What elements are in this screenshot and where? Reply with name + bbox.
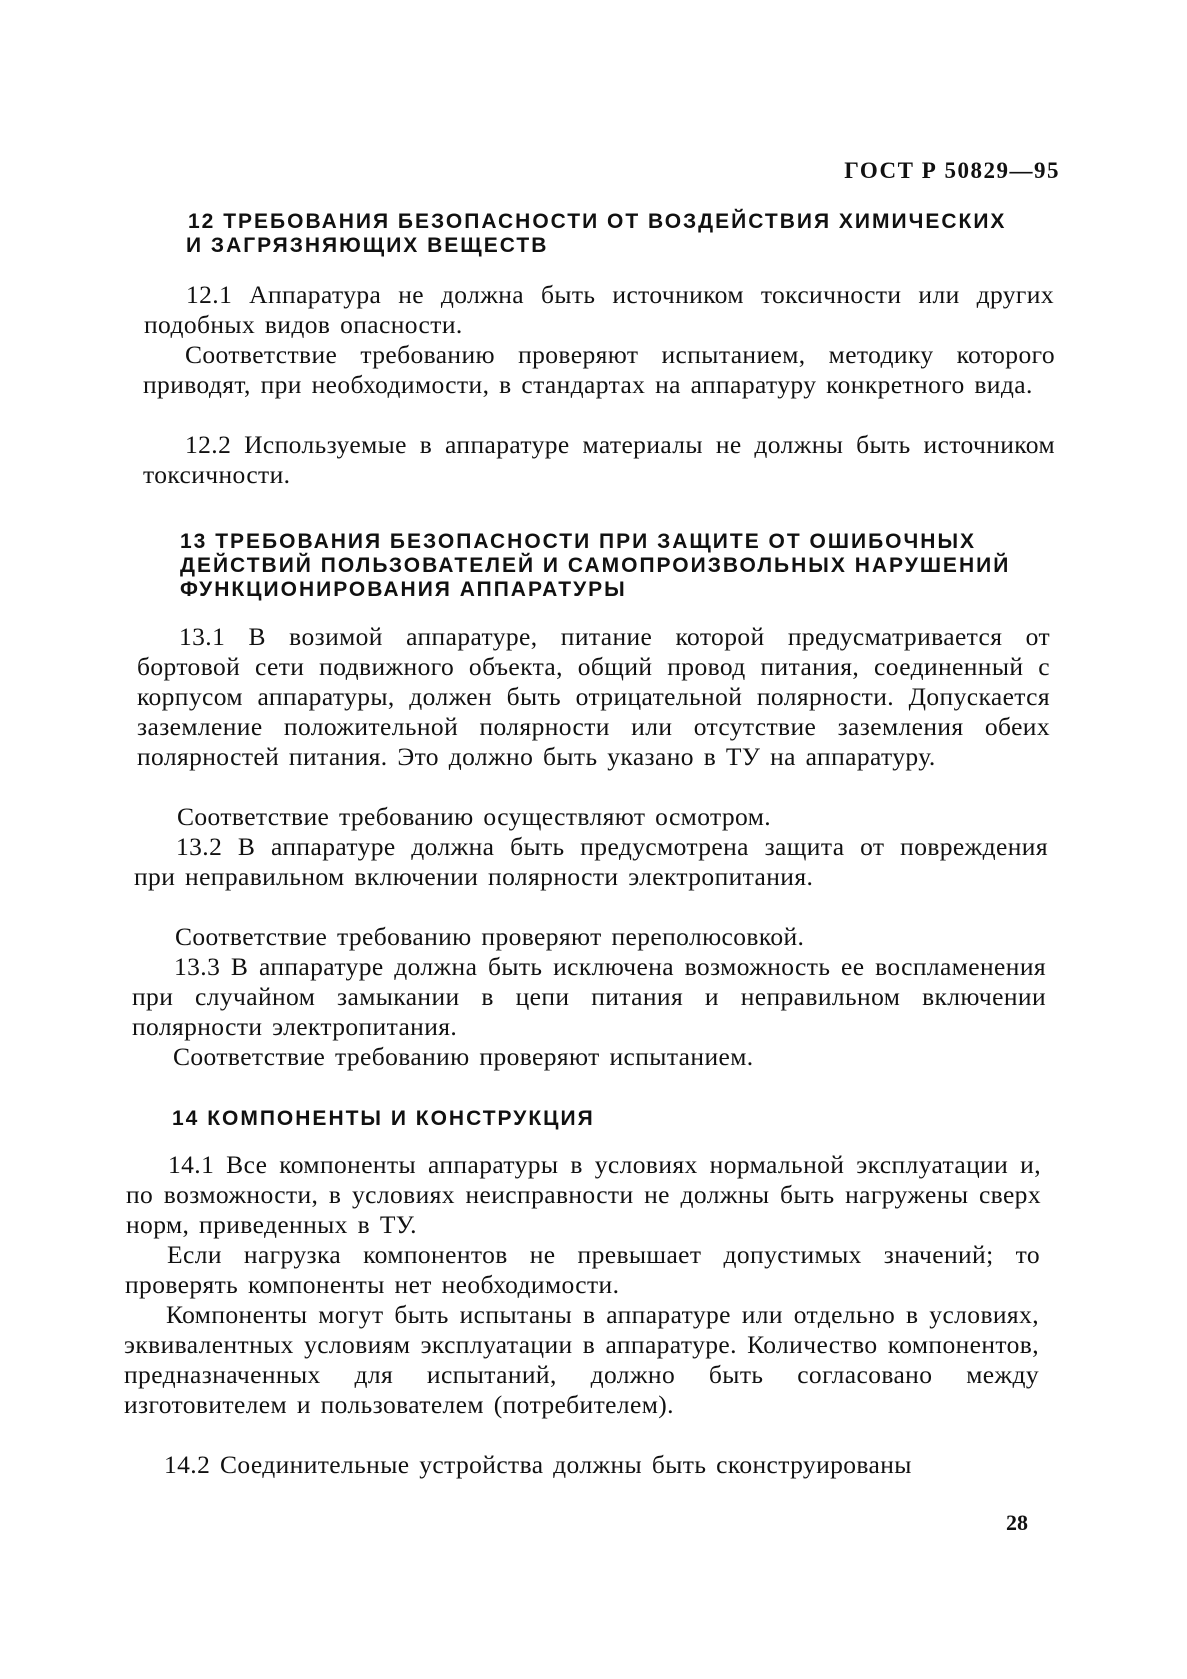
paragraph-14-1-b: Если нагрузка компонентов не превышает допустимых значений; то проверять компоненты нет необходимости. [125, 1240, 1040, 1299]
paragraph-13-2-check: Соответствие требованию проверяют переполюсовкой. [175, 922, 805, 951]
section-12-heading-line-1: 12 ТРЕБОВАНИЯ БЕЗОПАСНОСТИ ОТ ВОЗДЕЙСТВИЯ ХИМИЧЕСКИХ [188, 210, 1007, 233]
section-13-heading-line-2: ДЕЙСТВИЙ ПОЛЬЗОВАТЕЛЕЙ И САМОПРОИЗВОЛЬНЫХ НАРУШЕНИЙ [180, 554, 1011, 577]
paragraph-13-2: 13.2 В аппаратуре должна быть предусмотрена защита от повреждения при неправильном включении полярности электропитания. [134, 832, 1048, 891]
section-13-heading-line-1: 13 ТРЕБОВАНИЯ БЕЗОПАСНОСТИ ПРИ ЗАЩИТЕ ОТ ОШИБОЧНЫХ [180, 530, 977, 553]
section-13-heading-line-3: ФУНКЦИОНИРОВАНИЯ АППАРАТУРЫ [180, 578, 627, 601]
paragraph-14-1: 14.1 Все компоненты аппаратуры в условиях нормальной эксплуатации и, по возможности, в условиях неисправности не должны быть нагружены сверх норм, приведенных в ТУ. [126, 1150, 1041, 1239]
section-12-heading-line-2: И ЗАГРЯЗНЯЮЩИХ ВЕЩЕСТВ [186, 234, 549, 257]
paragraph-13-3: 13.3 В аппаратуре должна быть исключена возможность ее воспламенения при случайном замыкании в цепи питания и неправильном включении полярности электропитания. [132, 952, 1046, 1041]
page-number: 28 [1006, 1510, 1028, 1535]
paragraph-14-1-c: Компоненты могут быть испытаны в аппаратуре или отдельно в условиях, эквивалентных условиям эксплуатации в аппаратуре. Количество компонентов, предназначенных для испытаний, должно быть согласовано между изготовителем и пользователем (потребителем). [124, 1300, 1039, 1419]
paragraph-12-2: 12.2 Используемые в аппаратуре материалы не должны быть источником токсичности. [143, 430, 1055, 489]
paragraph-12-1: 12.1 Аппаратура не должна быть источником токсичности или других подобных видов опасности. [144, 280, 1054, 339]
paragraph-13-1: 13.1 В возимой аппаратуре, питание которой предусматривается от бортовой сети подвижного объекта, общий провод питания, соединенный с корпусом аппаратуры, должен быть отрицательной полярности. Допускается заземление положительной полярности или отсутствие заземления обеих полярностей питания. Это должно быть указано в ТУ на аппаратуру. [137, 622, 1050, 771]
paragraph-13-3-check: Соответствие требованию проверяют испытанием. [173, 1042, 754, 1071]
document-code: ГОСТ Р 50829—95 [844, 158, 1060, 183]
paragraph-13-1-check: Соответствие требованию осуществляют осмотром. [177, 802, 772, 831]
paragraph-12-1-check: Соответствие требованию проверяют испытанием, методику которого приводят, при необходимости, в стандартах на аппаратуру конкретного вида. [143, 340, 1055, 399]
paragraph-14-2: 14.2 Соединительные устройства должны быть сконструированы [164, 1450, 912, 1479]
section-14-heading: 14 КОМПОНЕНТЫ И КОНСТРУКЦИЯ [172, 1107, 595, 1130]
